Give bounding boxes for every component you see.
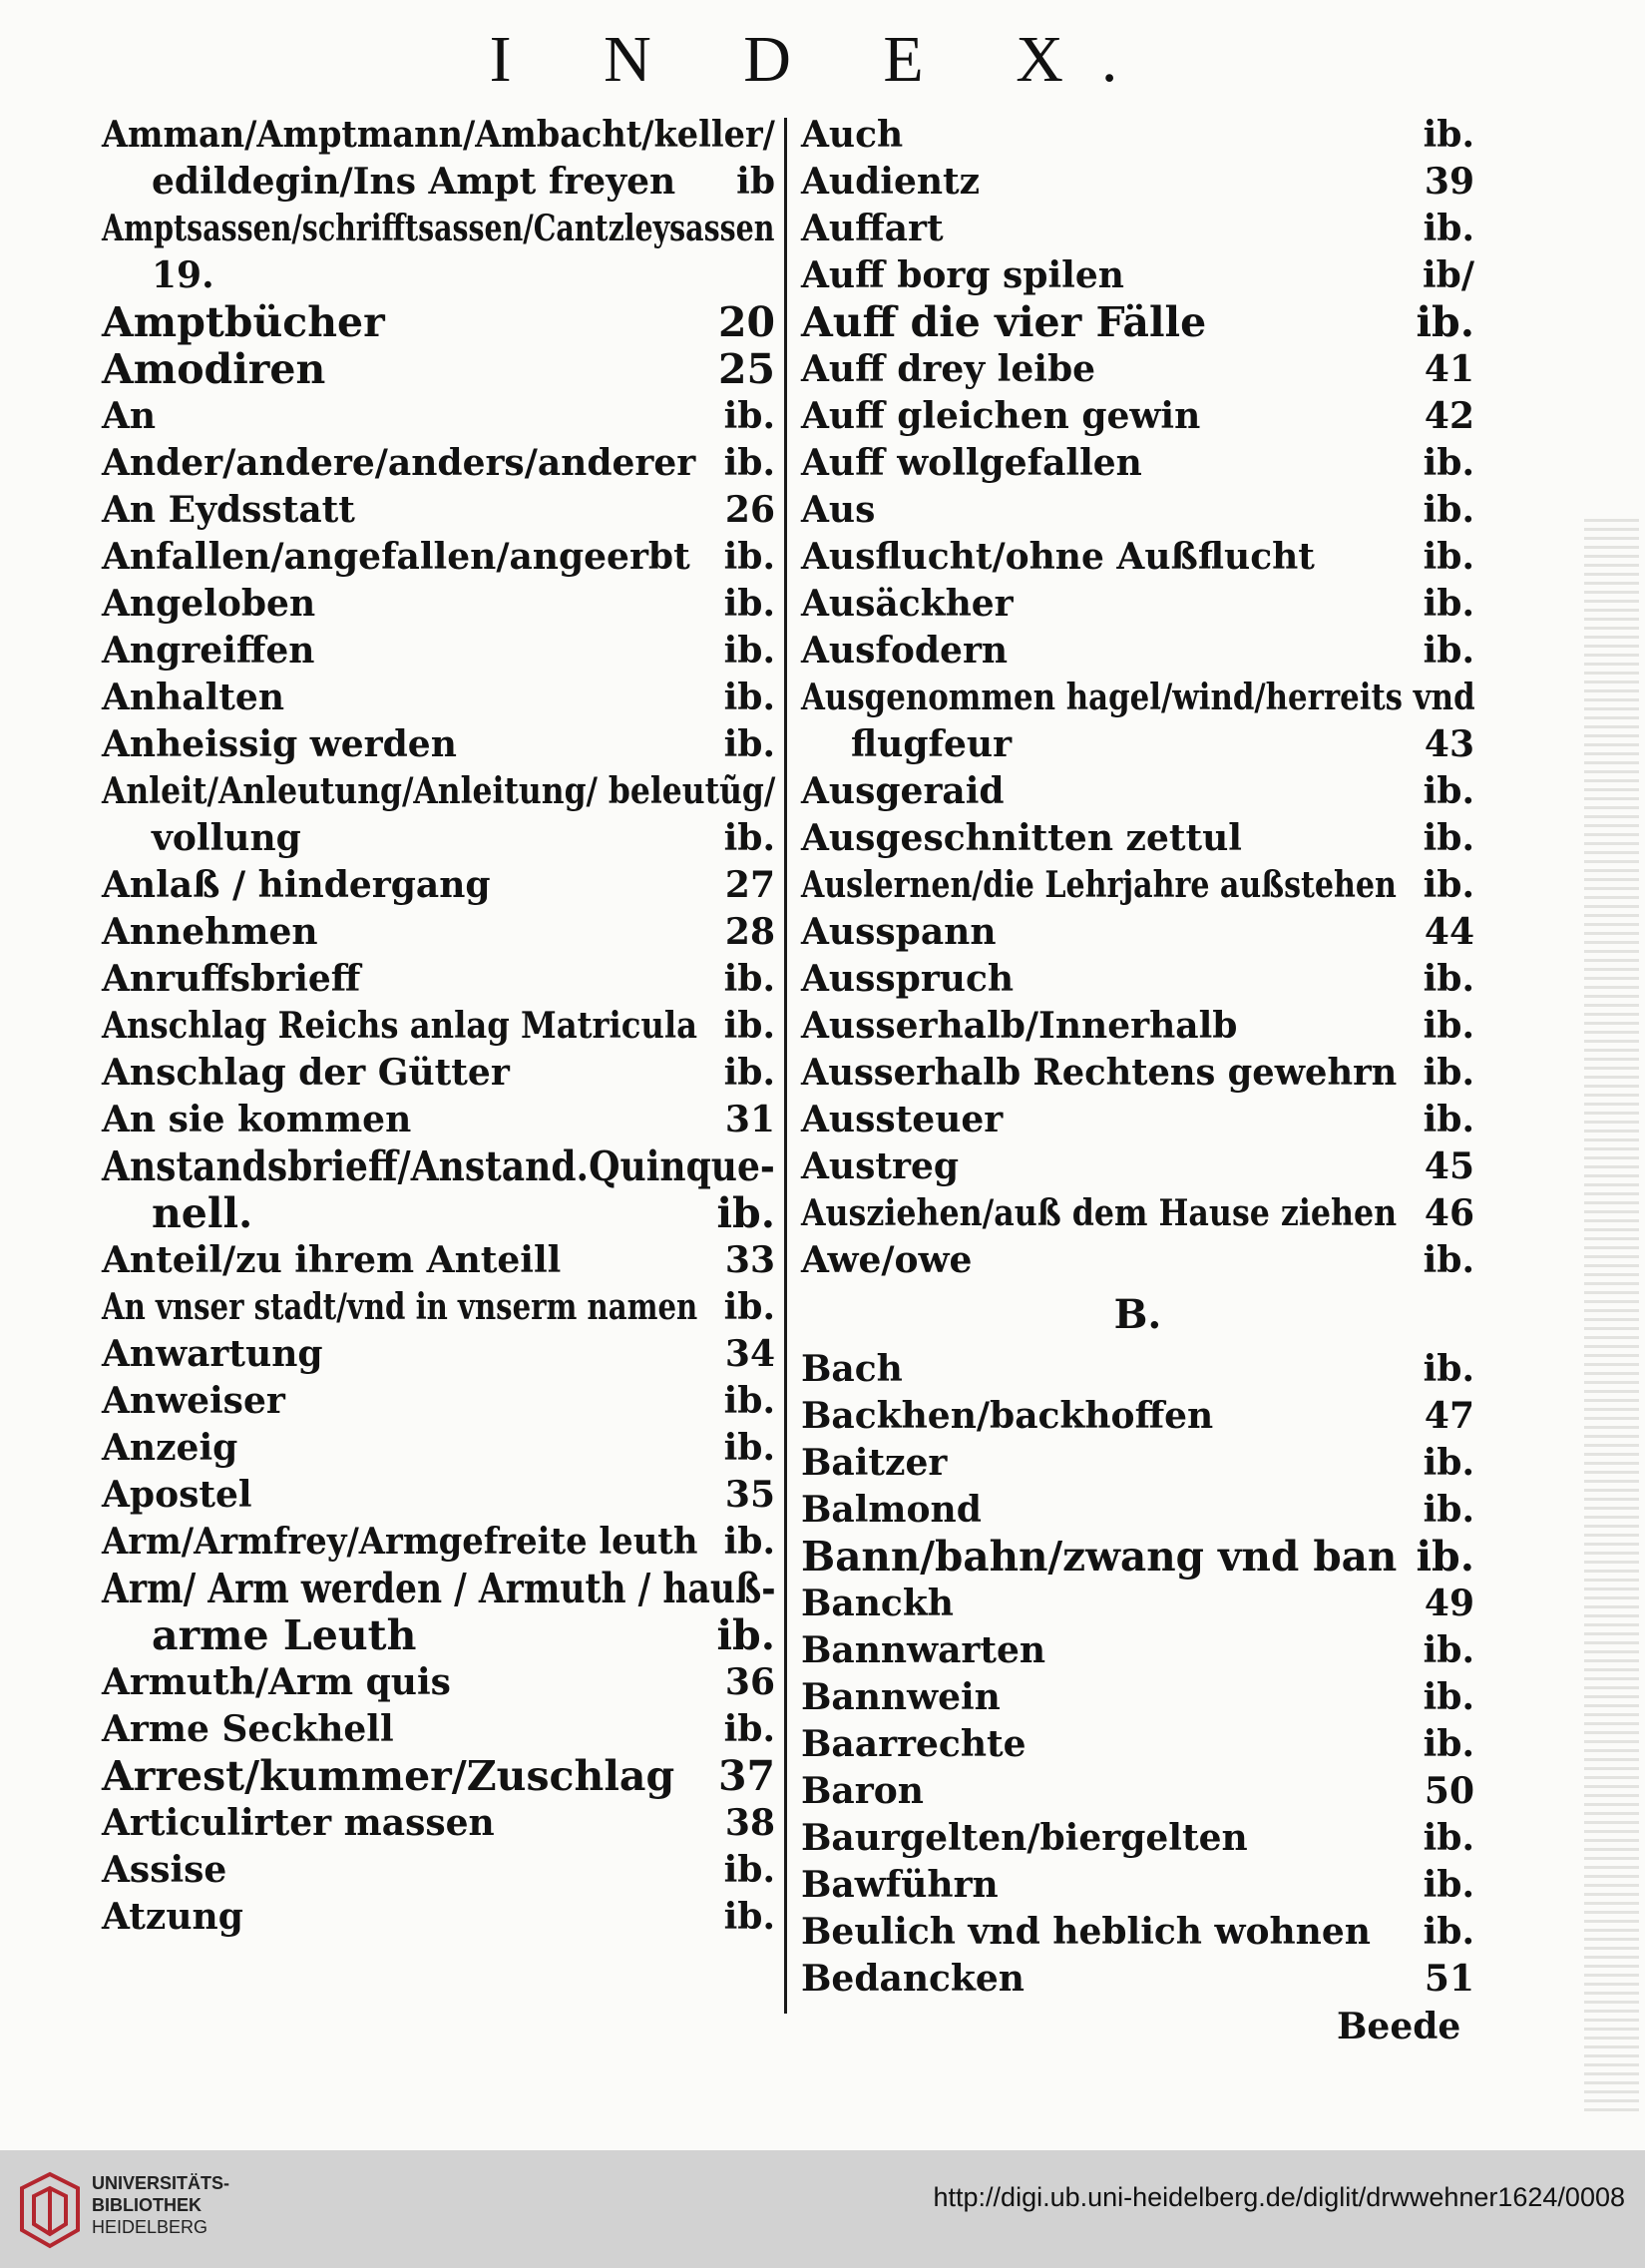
index-entry [102, 768, 775, 862]
index-entry [102, 1331, 775, 1378]
page-reference: 37 [717, 1752, 775, 1800]
page-reference: ib. [1423, 1489, 1474, 1531]
index-term: Ausäckher [801, 583, 1014, 625]
letter-heading: B. [1113, 1291, 1162, 1338]
index-entry [801, 112, 1474, 159]
index-entry [801, 1487, 1474, 1534]
library-logo-icon [16, 2168, 84, 2252]
index-term: Anstandsbrieff/Anstand.Quinque- [102, 1142, 775, 1190]
page-reference: ib. [1423, 1911, 1474, 1953]
index-term: Amodiren [102, 345, 326, 393]
index-entry [801, 206, 1474, 252]
page-reference: ib. [723, 1052, 775, 1094]
index-entry [102, 206, 775, 299]
index-entry [102, 393, 775, 440]
index-term: Ausserhalb/Innerhalb [801, 1005, 1238, 1047]
index-entry [801, 1956, 1474, 2003]
index-entry [801, 487, 1474, 534]
page-reference: 42 [1424, 395, 1474, 437]
index-term: Anfallen/angefallen/angeerbt [102, 536, 690, 578]
page-reference: ib. [1423, 208, 1474, 249]
index-term: Ausserhalb Rechtens gewehrn [801, 1052, 1398, 1094]
index-term: Ausspruch [801, 958, 1015, 1000]
page-edge-shadow [1584, 519, 1639, 2115]
index-entry [102, 581, 775, 628]
index-entry [801, 1627, 1474, 1674]
index-term: Awe/owe [801, 1239, 973, 1281]
index-entry [801, 1815, 1474, 1862]
page-reference: ib. [1423, 864, 1474, 906]
index-term: Bawführn [801, 1864, 999, 1906]
index-entry [102, 956, 775, 1003]
index-entry [801, 815, 1474, 862]
index-entry [801, 862, 1474, 909]
page-reference: ib. [723, 442, 775, 484]
library-name-line1: UNIVERSITÄTS- [92, 2173, 230, 2193]
index-term: Austreg [801, 1145, 960, 1187]
index-entry [102, 1753, 775, 1800]
index-term: Anweiser [102, 1380, 285, 1422]
index-term: Armuth/Arm quis [102, 1661, 451, 1703]
page-reference: ib. [1423, 1817, 1474, 1859]
index-entry [102, 534, 775, 581]
index-term-continuation: arme Leuth [152, 1611, 417, 1659]
index-entry [102, 628, 775, 675]
index-term: Articulirter massen [102, 1802, 495, 1844]
index-term: Ausspann [801, 911, 997, 953]
index-term: Banckh [801, 1583, 954, 1624]
index-term: Amptsassen/schrifftsassen/Cantzleysassen [102, 208, 775, 249]
index-term: Ausziehen/auß dem Hause ziehen [801, 1192, 1398, 1234]
index-term: Audientz [801, 161, 981, 203]
index-term: Auff wollgefallen [801, 442, 1142, 484]
page-reference: ib. [1423, 1864, 1474, 1906]
index-term: An vnser stadt/vnd in vnserm namen [102, 1286, 698, 1328]
index-entry [801, 1721, 1474, 1768]
index-entry [102, 1894, 775, 1941]
index-term: Ausgenommen hagel/wind/herreits vnd [801, 677, 1475, 718]
index-term: Ausgeraid [801, 770, 1005, 812]
index-entry [102, 299, 775, 346]
index-entry [102, 675, 775, 721]
page-reference: ib/ [1423, 254, 1474, 296]
index-term: Annehmen [102, 911, 318, 953]
index-term: Amman/Amptmann/Ambacht/keller/ [102, 114, 775, 156]
index-entry [801, 299, 1474, 346]
index-term: Anschlag Reichs anlag Matricula [102, 1005, 698, 1047]
page-reference: ib. [1423, 817, 1474, 859]
library-name [92, 2172, 229, 2238]
index-term: Atzung [102, 1896, 243, 1938]
page-reference: ib. [1423, 1052, 1474, 1094]
page-reference: ib. [723, 1849, 775, 1891]
library-name-line2: BIBLIOTHEK [92, 2195, 202, 2215]
index-term-continuation: vollung [152, 817, 301, 859]
index-entry [102, 1847, 775, 1894]
page-reference: 49 [1424, 1583, 1474, 1624]
page-reference: 45 [1424, 1145, 1474, 1187]
index-entry [801, 1097, 1474, 1143]
page-reference: 28 [724, 911, 775, 953]
page-reference: 50 [1424, 1770, 1474, 1812]
page-reference: ib. [723, 395, 775, 437]
page-reference: ib. [1423, 1676, 1474, 1718]
index-term: Anhalten [102, 677, 284, 718]
index-term: Auffart [801, 208, 944, 249]
index-term: Aus [801, 489, 876, 531]
index-term: Bach [801, 1348, 903, 1390]
index-term: Anlaß / hindergang [102, 864, 491, 906]
page-reference: ib. [1423, 630, 1474, 672]
page-reference: ib. [1423, 1005, 1474, 1047]
index-term: Aussteuer [801, 1099, 1004, 1140]
page-reference: 47 [1424, 1395, 1474, 1437]
index-entry [801, 956, 1474, 1003]
index-term: An Eydsstatt [102, 489, 355, 531]
index-entry [801, 1534, 1474, 1581]
left-index-column [102, 112, 775, 1941]
index-term: Bannwarten [801, 1629, 1046, 1671]
index-entry [102, 862, 775, 909]
page-reference: ib. [716, 1611, 775, 1659]
page-reference: 36 [724, 1661, 775, 1703]
index-term: Auff die vier Fälle [801, 298, 1207, 346]
index-term: Arme Seckhell [102, 1708, 394, 1750]
library-name-line3: HEIDELBERG [92, 2217, 208, 2237]
index-term: Auff drey leibe [801, 348, 1096, 390]
index-term: Anheissig werden [102, 723, 457, 765]
index-term: Anschlag der Gütter [102, 1052, 510, 1094]
index-term: Auff borg spilen [801, 254, 1124, 296]
index-term: Balmond [801, 1489, 982, 1531]
page-reference: 44 [1424, 911, 1474, 953]
index-entry [102, 1097, 775, 1143]
index-entry [102, 1143, 775, 1237]
page-reference: ib. [723, 1427, 775, 1469]
page-reference: 41 [1424, 348, 1474, 390]
index-term-continuation: flugfeur [851, 723, 1013, 765]
page-reference: ib. [723, 583, 775, 625]
page-reference: 20 [717, 298, 775, 346]
index-entry [801, 1674, 1474, 1721]
index-entry [801, 1346, 1474, 1393]
index-entry [102, 1050, 775, 1097]
page-reference: ib. [723, 817, 775, 859]
page-reference: ib. [1423, 770, 1474, 812]
index-entry [102, 1425, 775, 1472]
index-entry [801, 1237, 1474, 1284]
index-entry [801, 581, 1474, 628]
page-reference: ib. [723, 677, 775, 718]
index-entry [102, 440, 775, 487]
index-term: Ausgeschnitten zettul [801, 817, 1242, 859]
permalink-url[interactable]: http://digi.ub.uni-heidelberg.de/diglit/drwwehner1624/0008 [933, 2182, 1625, 2212]
page-reference: ib. [1416, 298, 1474, 346]
page-reference: ib. [723, 1005, 775, 1047]
index-term: Auch [801, 114, 904, 156]
index-entry [801, 1440, 1474, 1487]
page-reference: 31 [724, 1099, 775, 1140]
index-entry [102, 1284, 775, 1331]
page-reference: 33 [724, 1239, 775, 1281]
index-entry [102, 112, 775, 206]
page-reference: ib. [1423, 442, 1474, 484]
page-reference: ib. [723, 630, 775, 672]
index-term-continuation: nell. [152, 1189, 253, 1237]
library-footer [0, 2150, 1645, 2268]
page-reference: ib. [716, 1189, 775, 1237]
index-entry [102, 346, 775, 393]
index-entry [102, 1566, 775, 1659]
index-term: An sie kommen [102, 1099, 412, 1140]
index-term: Anruffsbrieff [102, 958, 361, 1000]
index-entry [102, 1472, 775, 1519]
page-reference: 35 [724, 1474, 775, 1516]
index-term: Auff gleichen gewin [801, 395, 1201, 437]
page-reference: ib. [1416, 1533, 1474, 1581]
page-reference: ib. [723, 536, 775, 578]
index-term: Bann/bahn/zwang vnd ban [801, 1533, 1398, 1581]
index-term: Apostel [102, 1474, 252, 1516]
index-term: Arrest/kummer/Zuschlag [102, 1752, 675, 1800]
page-title: I N D E X. [489, 23, 1156, 96]
page-reference: 25 [717, 345, 775, 393]
page-reference: ib. [723, 1380, 775, 1422]
index-entry [801, 768, 1474, 815]
index-entry [801, 1143, 1474, 1190]
index-entry [801, 909, 1474, 956]
index-entry [102, 1237, 775, 1284]
index-term: Anzeig [102, 1427, 238, 1469]
page-reference: 34 [724, 1333, 775, 1375]
index-entry [801, 1190, 1474, 1237]
page-reference: 43 [1424, 723, 1474, 765]
index-term: An [102, 395, 157, 437]
page-reference: ib. [1423, 958, 1474, 1000]
index-entry [801, 1581, 1474, 1627]
index-entry [801, 1393, 1474, 1440]
index-term: Angeloben [102, 583, 316, 625]
page-reference: 39 [1424, 161, 1474, 203]
index-term: Assise [102, 1849, 227, 1891]
page-reference: ib. [1423, 1239, 1474, 1281]
index-term: Auslernen/die Lehrjahre außstehen [801, 864, 1397, 906]
index-term: Ausfodern [801, 630, 1009, 672]
page-reference: ib. [1423, 1723, 1474, 1765]
index-entry [801, 628, 1474, 675]
index-entry [102, 1659, 775, 1706]
index-term-continuation: 19. [152, 254, 214, 296]
index-entry [801, 393, 1474, 440]
page-reference: ib. [723, 1708, 775, 1750]
index-term: Baarrechte [801, 1723, 1027, 1765]
index-entry [801, 1003, 1474, 1050]
page-reference: ib [736, 161, 775, 203]
page-reference: ib. [723, 958, 775, 1000]
page-reference: ib. [723, 1521, 775, 1563]
right-index-column [801, 112, 1474, 2003]
index-entry [102, 1706, 775, 1753]
index-entry [102, 1800, 775, 1847]
page-reference: 27 [724, 864, 775, 906]
page-reference: ib. [1423, 1629, 1474, 1671]
index-term: Baitzer [801, 1442, 948, 1484]
index-term: Ausflucht/ohne Außflucht [801, 536, 1315, 578]
index-term: Amptbücher [102, 298, 385, 346]
index-entry [102, 1378, 775, 1425]
index-term: Anwartung [102, 1333, 323, 1375]
index-term: Beulich vnd heblich wohnen [801, 1911, 1371, 1953]
page-reference: 51 [1424, 1958, 1474, 2000]
index-term: Anleit/Anleutung/Anleitung/ beleutũg/ [102, 770, 776, 812]
index-entry [801, 1862, 1474, 1909]
page-reference: ib. [1423, 583, 1474, 625]
index-term: Baron [801, 1770, 924, 1812]
page-reference: ib. [723, 1286, 775, 1328]
index-term: Arm/ Arm werden / Armuth / hauß- [102, 1565, 776, 1612]
index-entry [102, 1003, 775, 1050]
index-entry [801, 675, 1474, 768]
index-term: Bedancken [801, 1958, 1025, 2000]
index-term: Arm/Armfrey/Armgefreite leuth [102, 1521, 698, 1563]
page-reference: 26 [724, 489, 775, 531]
index-term-continuation: edildegin/Ins Ampt freyen [152, 161, 676, 203]
index-entry [102, 487, 775, 534]
index-term: Baurgelten/biergelten [801, 1817, 1248, 1859]
index-term: Backhen/backhoffen [801, 1395, 1214, 1437]
page-reference: ib. [723, 1896, 775, 1938]
index-term: Ander/andere/anders/anderer [102, 442, 696, 484]
index-entry [801, 1909, 1474, 1956]
index-entry [801, 1050, 1474, 1097]
column-divider [784, 118, 787, 2014]
index-entry [102, 721, 775, 768]
index-entry [801, 346, 1474, 393]
page-reference: ib. [1423, 1348, 1474, 1390]
page-reference: ib. [1423, 114, 1474, 156]
index-entry [102, 909, 775, 956]
index-term: Angreiffen [102, 630, 315, 672]
index-entry [801, 252, 1474, 299]
page-reference: ib. [723, 723, 775, 765]
index-term: Bannwein [801, 1676, 1001, 1718]
index-entry [801, 159, 1474, 206]
page-reference: ib. [1423, 489, 1474, 531]
page-reference: ib. [1423, 1442, 1474, 1484]
page-reference: ib. [1423, 1099, 1474, 1140]
page-reference: ib. [1423, 536, 1474, 578]
page-reference: 46 [1424, 1192, 1474, 1234]
index-entry [801, 440, 1474, 487]
index-term: Anteil/zu ihrem Anteill [102, 1239, 562, 1281]
index-entry [801, 534, 1474, 581]
index-entry [801, 1768, 1474, 1815]
index-entry [102, 1519, 775, 1566]
page-reference: 38 [724, 1802, 775, 1844]
catchword: Beede [1337, 2006, 1461, 2047]
